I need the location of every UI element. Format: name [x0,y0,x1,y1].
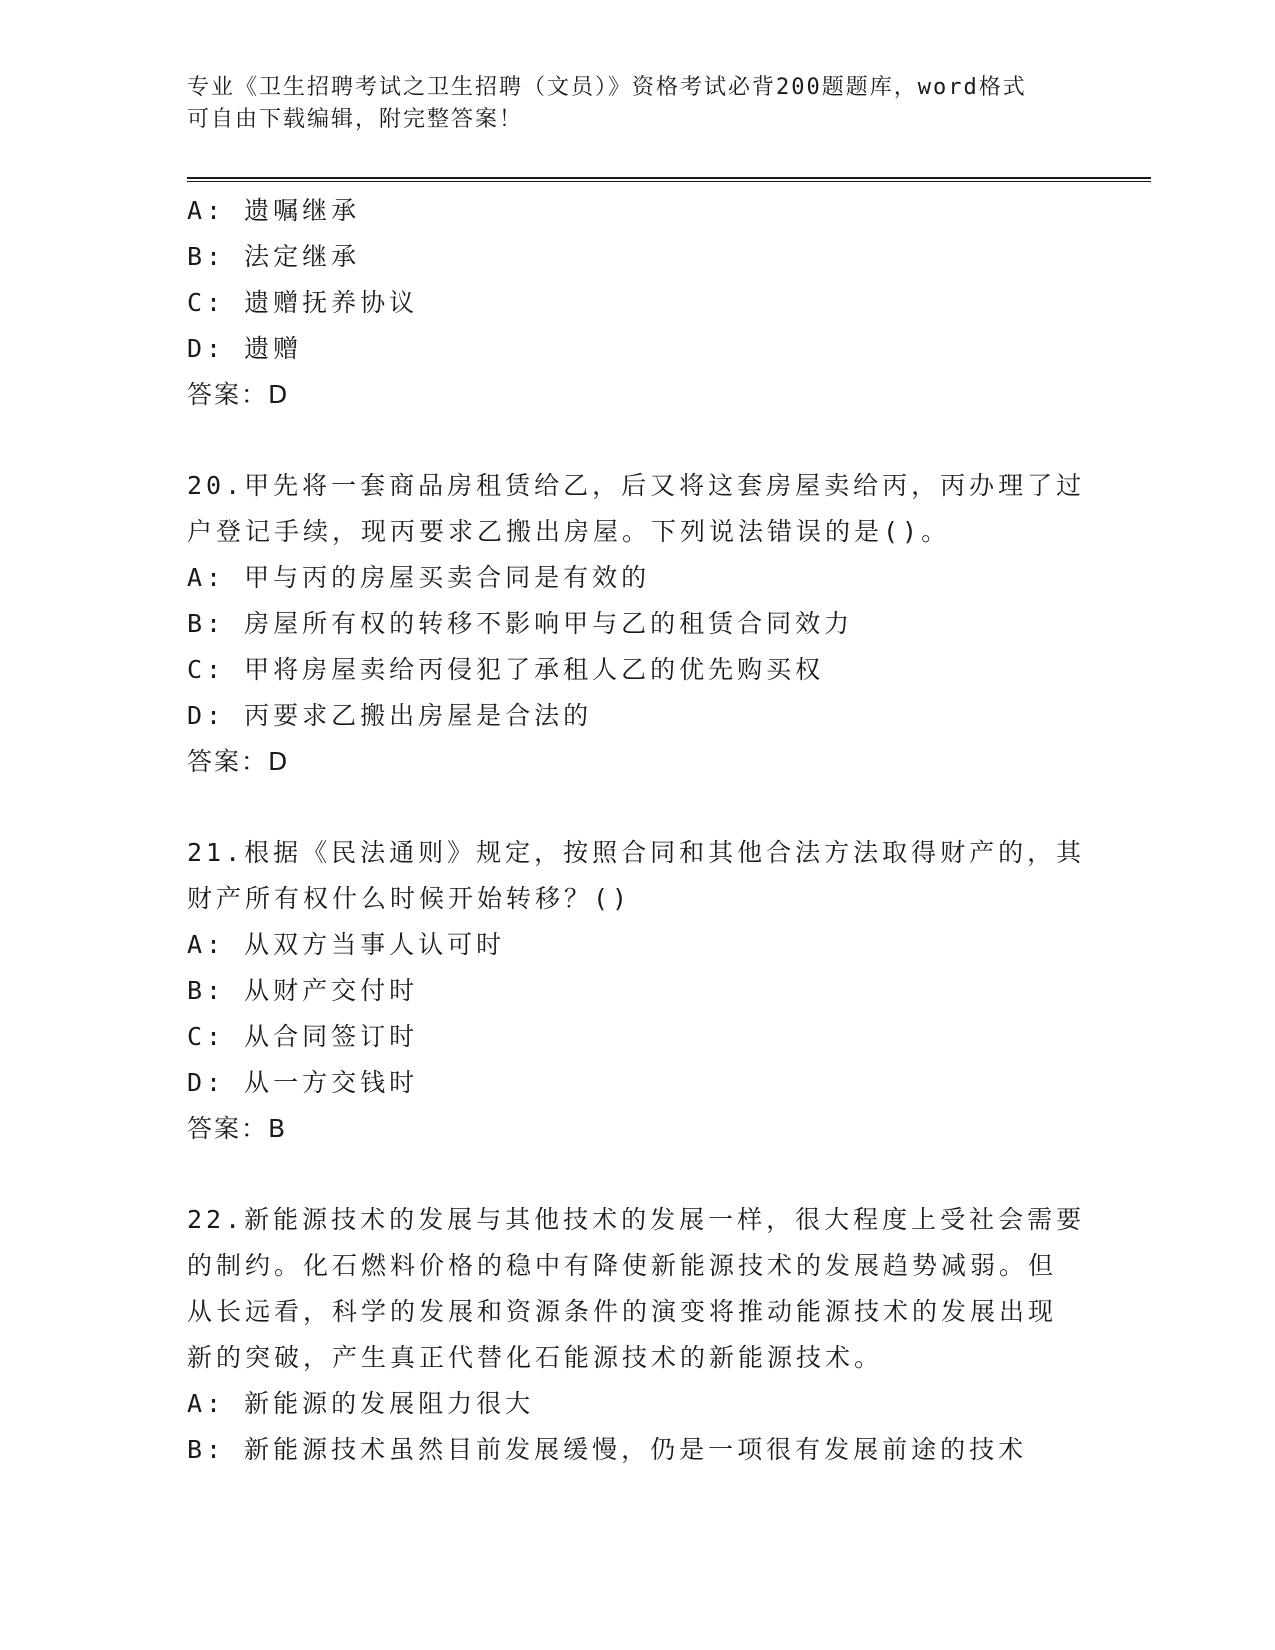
question-text-line: 22.新能源技术的发展与其他技术的发展一样，很大程度上受社会需要 [187,1205,1086,1234]
header-line-2: 可自由下载编辑，附完整答案！ [187,107,524,132]
question-21-block [187,830,1087,1152]
question-20-block [187,463,1087,785]
question-text-line: 新的突破，产生真正代替化石能源技术的新能源技术。 [187,1343,884,1372]
option-c: C: 从合同签订时 [187,1022,419,1051]
answer-line: 答案：D [187,380,290,409]
option-b: B: 法定继承 [187,242,361,271]
question-text-line: 从长远看，科学的发展和资源条件的演变将推动能源技术的发展出现 [187,1297,1058,1326]
header-divider [187,177,1151,182]
document-header [187,72,1087,136]
question-text-line: 财产所有权什么时候开始转移？() [187,884,632,913]
option-c: C: 甲将房屋卖给丙侵犯了承租人乙的优先购买权 [187,655,825,684]
option-d: D: 从一方交钱时 [187,1068,419,1097]
option-d: D: 丙要求乙搬出房屋是合法的 [187,701,593,730]
option-b: B: 新能源技术虽然目前发展缓慢，仍是一项很有发展前途的技术 [187,1435,1028,1464]
question-19-block [187,188,1087,418]
question-22-block [187,1197,1087,1473]
option-a: A: 新能源的发展阻力很大 [187,1389,535,1418]
question-text-line: 20.甲先将一套商品房租赁给乙，后又将这套房屋卖给丙，丙办理了过 [187,471,1086,500]
answer-line: 答案：B [187,1114,288,1143]
header-line-1: 专业《卫生招聘考试之卫生招聘（文员）》资格考试必背200题题库，word格式 [187,75,1027,100]
option-a: A: 从双方当事人认可时 [187,930,506,959]
option-a: A: 甲与丙的房屋买卖合同是有效的 [187,563,651,592]
option-a: A: 遗嘱继承 [187,196,361,225]
question-text-line: 户登记手续，现丙要求乙搬出房屋。下列说法错误的是()。 [187,517,951,546]
option-c: C: 遗赠抚养协议 [187,288,419,317]
answer-line: 答案：D [187,747,290,776]
question-text-line: 的制约。化石燃料价格的稳中有降使新能源技术的发展趋势减弱。但 [187,1251,1058,1280]
question-text-line: 21.根据《民法通则》规定，按照合同和其他合法方法取得财产的，其 [187,838,1086,867]
option-d: D: 遗赠 [187,334,303,363]
document-body [187,188,1087,1473]
option-b: B: 房屋所有权的转移不影响甲与乙的租赁合同效力 [187,609,854,638]
option-b: B: 从财产交付时 [187,976,419,1005]
